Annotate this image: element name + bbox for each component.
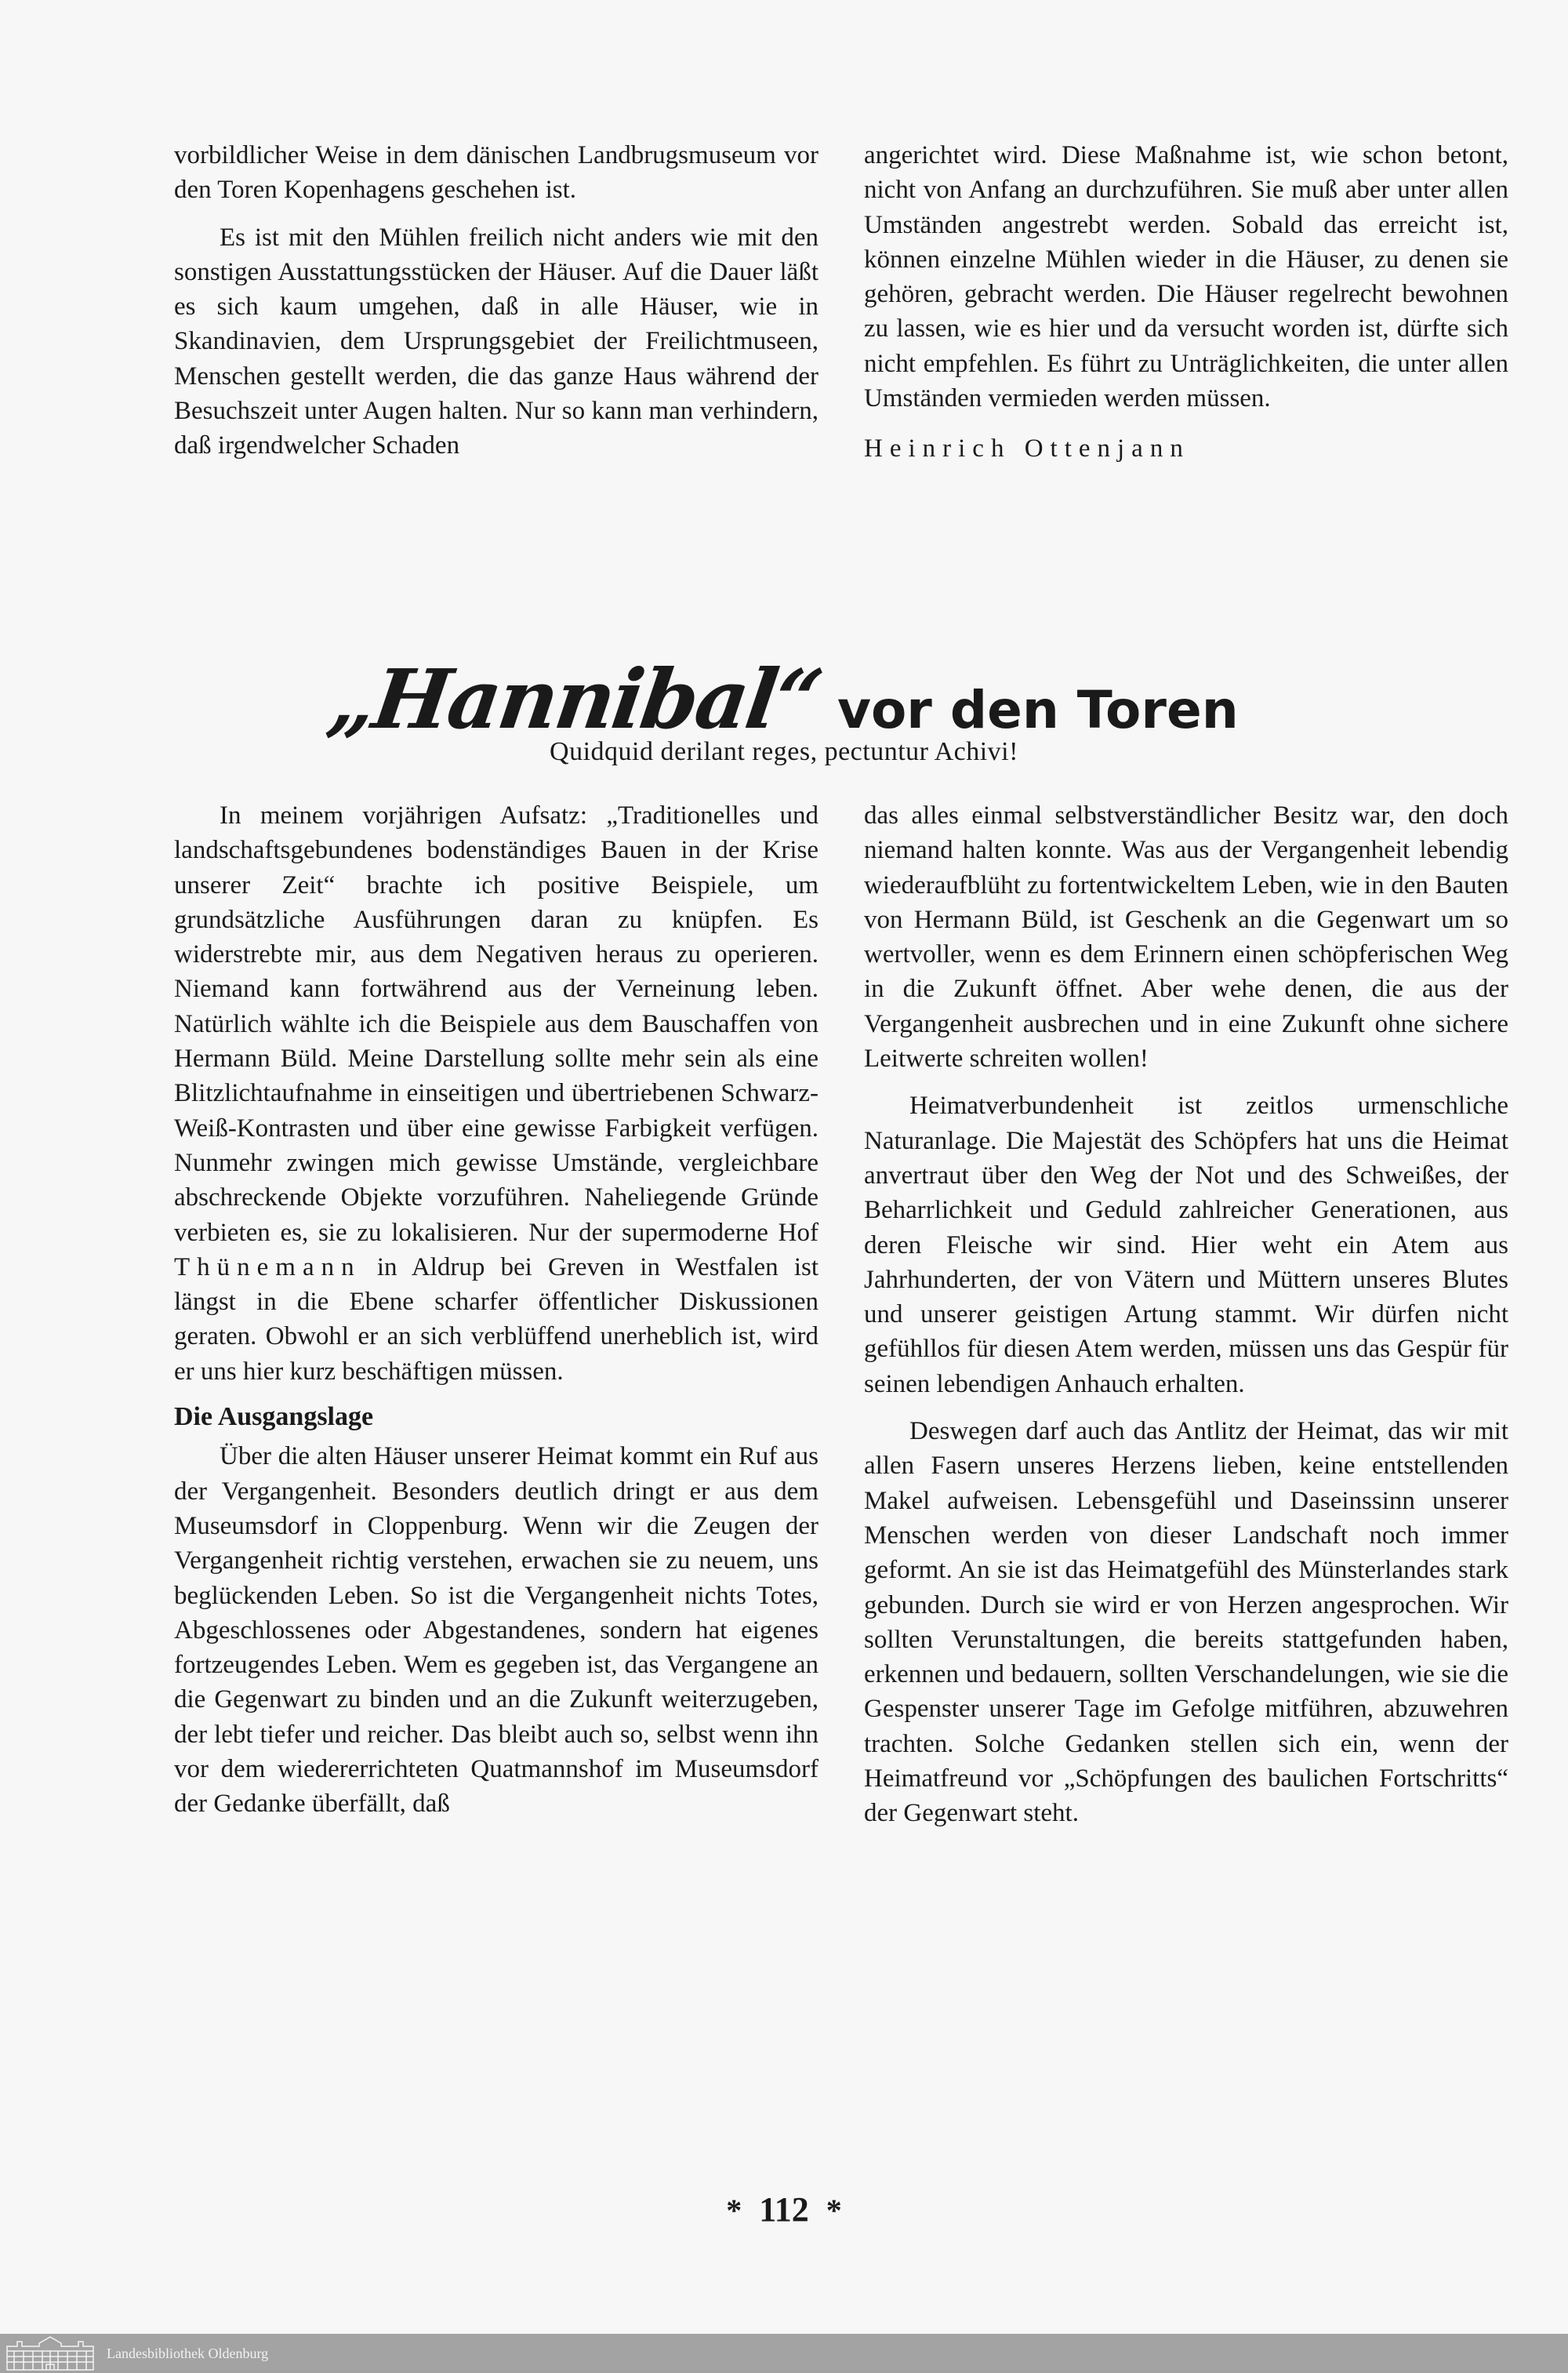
library-name: Landesbibliothek Oldenburg [107, 2345, 269, 2361]
paragraph: das alles einmal selbstverständlicher Besitz war, den doch niemand halten konnte. Was aus der Vergangenheit lebendig wiederaufblüht zu fortentwickeltem Leben, wie in den Bauten von Hermann Büld, ist Geschenk an die Gegenwart um so wertvoller, wenn es dem Erinnern einen schöpferischen Weg in die Zukunft öffnet. Aber wehe denen, die aus der Vergangenheit ausbrechen und in eine Zukunft ohne sichere Leitwerte schreiten wollen! [864, 801, 1508, 1074]
page-number-value: 112 [759, 2190, 809, 2229]
author-signature: Heinrich Ottenjann [864, 434, 1190, 463]
library-footer-bar [0, 2334, 1568, 2373]
top-left-column [174, 138, 818, 463]
paragraph-text: In meinem vorjährigen Aufsatz: „Traditionelles und landschaftsgebundenes bodenständiges Bauen in der Krise unserer Zeit“ brachte ich positive Beispiele, um grundsätzliche Ausführungen daran zu knüpfen. Es widerstrebte mir, aus dem Negativen heraus zu operieren. Niemand kann fortwährend aus der Verneinung leben. Natürlich wählte ich die Beispiele aus dem Bauschaffen von Hermann Büld. Meine Darstellung sollte mehr sein als eine Blitzlichtaufnahme in einseitigen und übertriebenen Schwarz-Weiß-Kontrasten und über eine gewisse Farbigkeit verfügen. Nunmehr zwingen mich gewisse Umstände, vergleichbare abschreckende Objekte vorzuführen. Naheliegende Gründe verbieten es, sie zu lokalisieren. Nur der supermoderne Hof [174, 801, 818, 1247]
article-title-rest: vor den Toren [837, 680, 1239, 740]
library-building-icon [5, 2335, 96, 2371]
paragraph: Heimatverbundenheit ist zeitlos urmenschliche Naturanlage. Die Majestät des Schöpfers hat uns die Heimat anvertraut über den Weg der Not und des Schweißes, der Beharrlichkeit und Geduld zahlreicher Generationen, aus deren Fleische wir sind. Hier weht ein Atem aus Jahrhunderten, der von Vätern und Müttern unseres Blutes und unserer geistigen Artung stammt. Wir dürfen nicht gefühllos für diesen Atem werden, müssen uns das Gespür für seinen lebendigen Anhauch erhalten. [864, 1092, 1508, 1398]
article-title [0, 651, 1568, 747]
paragraph: Deswegen darf auch das Antlitz der Heimat, das wir mit allen Fasern unseres Herzens lieben, keine entstellenden Makel aufweisen. Lebensgefühl und Daseinssinn unserer Menschen werden von dieser Landschaft noch immer geformt. An sie ist das Heimatgefühl des Münsterlandes stark gebunden. Durch sie wird er von Herzen angesprochen. Wir sollten Verunstaltungen, die bereits stattgefunden haben, erkennen und bedauern, sollten Verschandelungen, wie sie die Gespenster unserer Tage im Gefolge mitführen, abzuwehren trachten. Solche Gedanken stellen sich ein, wenn der Heimatfreund vor „Schöpfungen des baulichen Fortschritts“ der Gegenwart steht. [864, 1417, 1508, 1828]
paragraph: Über die alten Häuser unserer Heimat kommt ein Ruf aus der Vergangenheit. Besonders deutlich dringt er aus dem Museumsdorf in Cloppenburg. Wenn wir die Zeugen der Vergangenheit richtig verstehen, erwachen sie zu neuem, uns beglückenden Leben. So ist die Vergangenheit nichts Totes, Abgeschlossenes oder Abgestandenes, sondern hat eigenes fortzeugendes Leben. Wem es gegeben ist, das Vergangene an die Gegenwart zu binden und an die Zukunft weiterzugeben, der lebt tiefer und reicher. Das bleibt auch so, selbst wenn ihn vor dem wiedererrichteten Quatmannshof im Museumsdorf der Gedanke überfällt, daß [174, 1442, 818, 1819]
section-heading: Die Ausgangslage [174, 1402, 374, 1432]
top-right-column [864, 138, 1508, 467]
paragraph: vorbildlicher Weise in dem dänischen Landbrugsmuseum vor den Toren Kopenhagens geschehen ist. [174, 141, 818, 205]
article-title-script: „Hannibal“ [322, 651, 827, 747]
article-subtitle: Quidquid derilant reges, pectuntur Achivi! [550, 737, 1018, 766]
paragraph [174, 798, 818, 1389]
asterisk-icon: * [826, 2193, 842, 2228]
article-right-column [864, 798, 1508, 1831]
spaced-name: Thünemann [174, 1252, 361, 1281]
paragraph: angerichtet wird. Diese Maßnahme ist, wie schon betont, nicht von Anfang an durchzuführen. Sie muß aber unter allen Umständen angestrebt werden. Sobald das erreicht ist, können einzelne Mühlen wieder in die Häuser, zu denen sie gehören, gebracht werden. Die Häuser regelrecht bewohnen zu lassen, wie es hier und da versucht worden ist, dürfte sich nicht empfehlen. Es führt zu Unträglichkeiten, die unter allen Umständen vermieden werden müssen. [864, 141, 1508, 413]
paragraph-text: in Aldrup bei Greven in Westfalen ist längst in die Ebene scharfer öffentlicher Diskussionen geraten. Obwohl er an sich verblüffend unerheblich ist, wird er uns hier kurz beschäftigen müssen. [174, 1252, 819, 1386]
article-left-column [174, 798, 818, 1822]
page-number [0, 2189, 1568, 2229]
asterisk-icon: * [726, 2193, 742, 2228]
paragraph: Es ist mit den Mühlen freilich nicht anders wie mit den sonstigen Ausstattungsstücken der Häuser. Auf die Dauer läßt es sich kaum umgehen, daß in alle Häuser, wie in Skandinavien, dem Ursprungsgebiet der Freilichtmuseen, Menschen gestellt werden, die das ganze Haus während der Besuchszeit unter Augen halten. Nur so kann man verhindern, daß irgendwelcher Schaden [174, 223, 818, 460]
